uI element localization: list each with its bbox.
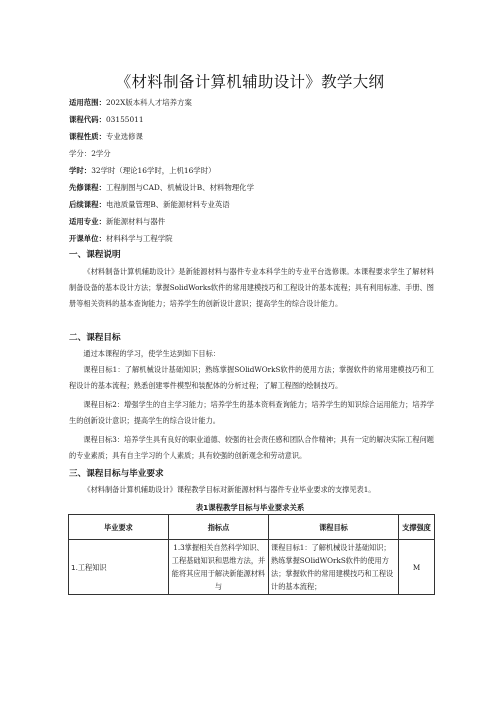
meta-follow-up	[69, 200, 230, 210]
meta-value: 新能源材料与器件	[105, 217, 166, 226]
cell-indicator: 1.3掌握相关自然科学知识、工程基础知识和思维方法，并能将其应用于解决新能源材料与	[169, 540, 269, 595]
requirements-table	[68, 514, 435, 595]
paragraph-course-description: 《材料制备计算机辅助设计》是新能源材料与器件专业本科学生的专业平台选修课。本课程要求学生了解材料制备设备的基本设计方法；掌握SolidWorks软件的常用建模技巧和工程设计的基本流程；具有利用标准、手册、图册等相关资料的基本查询能力；培养学生的创新设计意识；提高学生的综合设计能力。	[69, 267, 434, 308]
meta-key: 学时：	[69, 166, 92, 175]
meta-key: 课程代码：	[69, 115, 106, 124]
meta-scope	[69, 98, 192, 108]
meta-course-nature	[69, 132, 143, 142]
cell-requirement: 1.工程知识	[69, 540, 169, 595]
table-header-row	[69, 515, 435, 540]
meta-key: 课程性质：	[69, 132, 106, 141]
meta-major	[69, 217, 165, 227]
meta-key: 开课单位：	[69, 234, 106, 243]
meta-key: 先修课程：	[69, 183, 106, 192]
meta-value: 工程制图与CAD、机械设计B、材料物理化学	[105, 183, 254, 192]
meta-course-code	[69, 115, 144, 125]
meta-key: 后续课程：	[69, 200, 106, 209]
meta-hours	[69, 166, 215, 176]
section-heading-2: 二、课程目标	[69, 333, 121, 343]
cell-objective: 课程目标1：了解机械设计基础知识；熟练掌握SOlidWOrkS软件的使用方法；掌握软件的常用建模技巧和工程设计的基本流程；	[269, 540, 399, 595]
cell-support-degree: M	[399, 540, 435, 595]
paragraph-goals-intro: 通过本课程的学习，使学生达到如下目标：	[83, 349, 220, 358]
meta-credits	[69, 149, 111, 159]
paragraph-goal-3: 课程目标3：培养学生具有良好的职业道德、较强的社会责任感和团队合作精神；具有一定的解决实际工程问题的专业素质；具有自主学习的个人素质；具有较强的创新观念和劳动意识。	[69, 435, 434, 460]
meta-value: 202X版本科人才培养方案	[105, 98, 192, 107]
meta-key: 适用范围：	[69, 98, 106, 107]
paragraph-goal-1: 课程目标1：了解机械设计基础知识；熟练掌握SOlidWOrkS软件的使用方法；掌握软件的常用建模技巧和工程设计的基本流程；熟悉创建零件模型和装配体的分析过程；了解工程图的绘制技巧。	[69, 365, 434, 390]
meta-key: 适用专业：	[69, 217, 106, 226]
header-indicator: 指标点	[169, 515, 269, 540]
table-caption: 表1课程教学目标与毕业要求关系	[195, 503, 305, 512]
meta-department	[69, 234, 173, 244]
meta-value: 03155011	[105, 115, 144, 124]
header-support-degree: 支撑强度	[399, 515, 435, 540]
meta-value: 32学时（理论16学时，上机16学时）	[91, 166, 216, 175]
header-graduation-requirement: 毕业要求	[69, 515, 169, 540]
section-heading-3: 三、课程目标与毕业要求	[69, 469, 164, 479]
paragraph-table-intro: 《材料制备计算机辅助设计》课程教学目标对新能源材料与器件专业毕业要求的支撑见表1。	[83, 485, 376, 494]
meta-value: 2学分	[91, 149, 111, 158]
table-row	[69, 540, 435, 595]
meta-value: 材料科学与工程学院	[105, 234, 173, 243]
section-heading-1: 一、课程说明	[69, 250, 121, 260]
meta-key: 学分：	[69, 149, 92, 158]
meta-value: 专业选修课	[105, 132, 143, 141]
meta-value: 电池质量管理B、新能源材料专业英语	[105, 200, 230, 209]
paragraph-goal-2: 课程目标2：增强学生的自主学习能力；培养学生的基本资料查询能力；培养学生的知识综合运用能力；培养学生的创新设计意识；提高学生的综合设计能力。	[69, 400, 434, 425]
header-course-objective: 课程目标	[269, 515, 399, 540]
meta-prerequisites	[69, 183, 254, 193]
document-title: 《材料制备计算机辅助设计》教学大纲	[115, 73, 385, 91]
